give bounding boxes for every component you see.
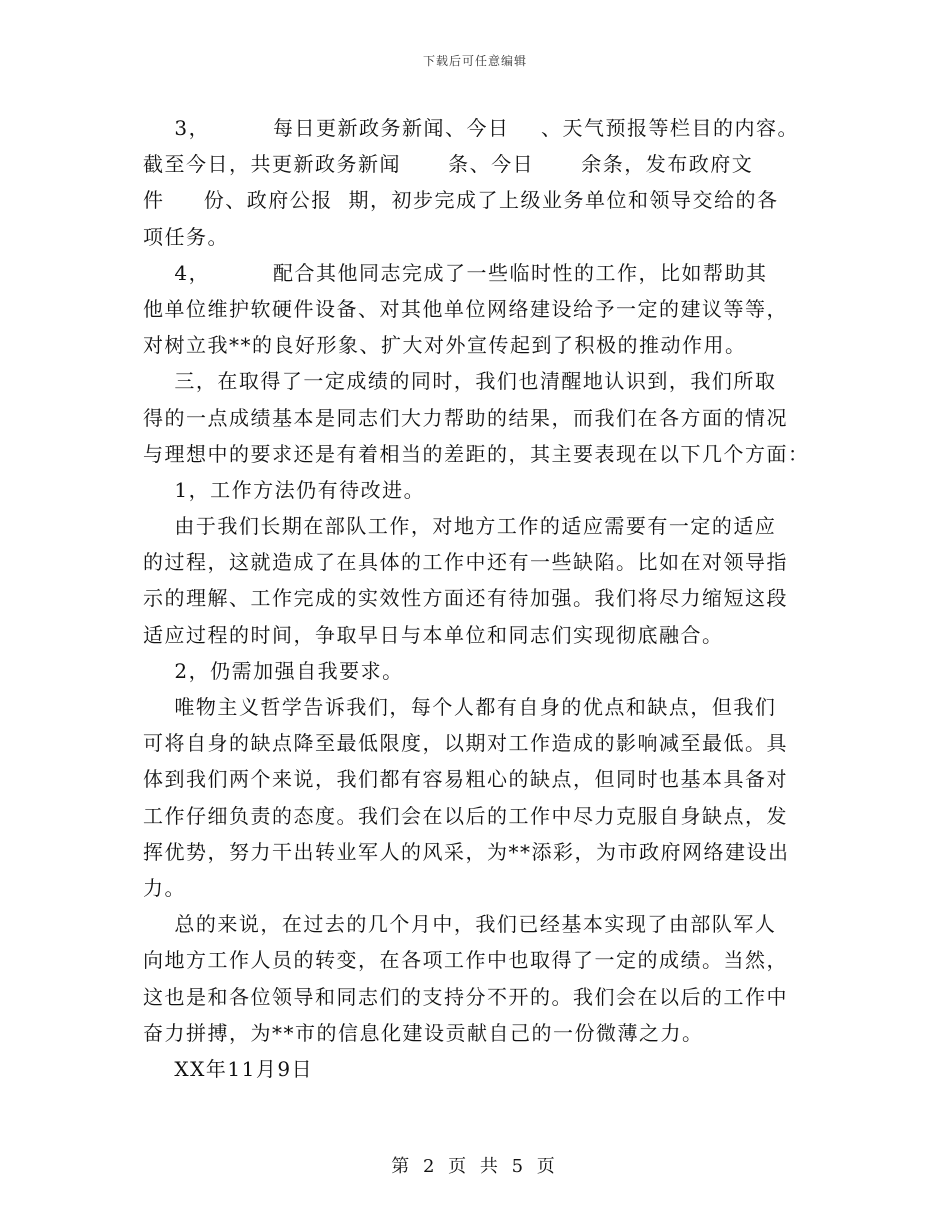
text-line: 总的来说，在过去的几个月中，我们已经基本实现了由部队军人 <box>143 912 777 937</box>
document-body <box>143 110 811 1087</box>
text-line: 项任务。 <box>143 224 229 249</box>
text-line: 唯物主义哲学告诉我们，每个人都有自身的优点和缺点，但我们 <box>143 695 777 719</box>
text-line: 1，工作方法仍有待改进。 <box>143 477 426 502</box>
text-line: 体到我们两个来说，我们都有容易粗心的缺点，但同时也基本具备对 <box>143 767 788 792</box>
text-line: 2，仍需加强自我要求。 <box>143 658 404 683</box>
text-line: 截至今日，共更新政务新闻 条、今日 余条，发布政府文 <box>143 152 754 177</box>
date-line: XX年11月9日 <box>143 1056 314 1081</box>
text-line: 由于我们长期在部队工作，对地方工作的适应需要有一定的适应 <box>143 514 777 539</box>
text-line: 对树立我**的良好形象、扩大对外宣传起到了积极的推动作用。 <box>143 333 747 358</box>
text-line: 他单位维护软硬件设备、对其他单位网络建设给予一定的建议等等， <box>143 296 788 321</box>
page-header: 下载后可任意编辑 <box>422 54 527 68</box>
text-line: 示的理解、工作完成的实效性方面还有待加强。我们将尽力缩短这段 <box>143 586 788 611</box>
text-line: 4， 配合其他同志完成了一些临时性的工作，比如帮助其 <box>143 260 768 285</box>
text-line: 向地方工作人员的转变，在各项工作中也取得了一定的成绩。当然， <box>143 948 788 973</box>
text-line: 适应过程的时间，争取早日与本单位和同志们实现彻底融合。 <box>143 622 724 647</box>
page-number-footer: 第 2 页 共 5 页 <box>391 1156 559 1177</box>
text-line: 力。 <box>143 875 186 900</box>
text-line: 这也是和各位领导和同志们的支持分不开的。我们会在以后的工作中 <box>143 984 788 1009</box>
text-line: 可将自身的缺点降至最低限度，以期对工作造成的影响减至最低。具 <box>143 731 788 756</box>
text-line: 挥优势，努力干出转业军人的风采，为**添彩，为市政府网络建设出 <box>143 839 790 864</box>
text-line: 件 份、政府公报 期，初步完成了上级业务单位和领导交给的各 <box>143 188 779 213</box>
text-line: 工作仔细负责的态度。我们会在以后的工作中尽力克服自身缺点，发 <box>143 803 788 828</box>
text-line: 的过程，这就造成了在具体的工作中还有一些缺陷。比如在对领导指 <box>143 550 788 575</box>
text-line: 与理想中的要求还是有着相当的差距的，其主要表现在以下几个方面： <box>143 441 810 466</box>
text-line: 得的一点成绩基本是同志们大力帮助的结果，而我们在各方面的情况 <box>143 405 788 430</box>
text-line: 3， 每日更新政务新闻、今日 、天气预报等栏目的内容。 <box>143 116 799 140</box>
text-line: 三，在取得了一定成绩的同时，我们也清醒地认识到，我们所取 <box>143 369 777 394</box>
text-line: 奋力拼搏，为**市的信息化建设贡献自己的一份微薄之力。 <box>143 1020 704 1045</box>
